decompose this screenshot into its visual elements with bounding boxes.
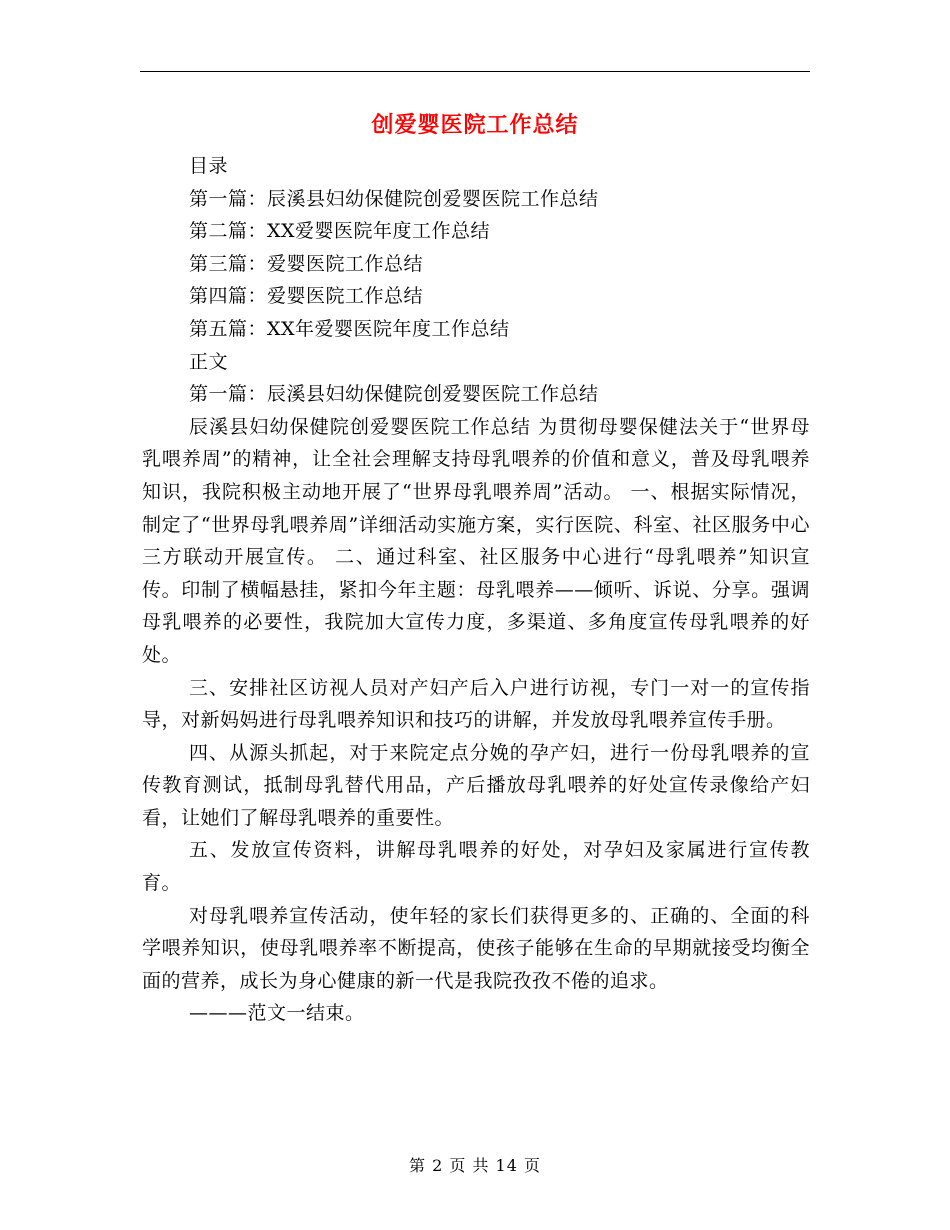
document-body xyxy=(142,150,810,1030)
body-paragraph: 对母乳喂养宣传活动，使年轻的家长们获得更多的、正确的、全面的科学喂养知识，使母乳喂养率不断提高，使孩子能够在生命的早期就接受均衡全面的营养，成长为身心健康的新一代是我院孜孜不倦的追求。 xyxy=(142,904,810,992)
body-paragraph: 三、安排社区访视人员对产妇产后入户进行访视，专门一对一的宣传指导，对新妈妈进行母乳喂养知识和技巧的讲解，并发放母乳喂养宣传手册。 xyxy=(142,676,810,732)
body-paragraph: 四、从源头抓起，对于来院定点分娩的孕产妇，进行一份母乳喂养的宣传教育测试，抵制母乳替代用品，产后播放母乳喂养的好处宣传录像给产妇看，让她们了解母乳喂养的重要性。 xyxy=(142,741,810,829)
end-marker: ———范文一结束。 xyxy=(189,1002,365,1025)
toc-item: 第一篇：辰溪县妇幼保健院创爱婴医院工作总结 xyxy=(189,187,599,210)
body-paragraph: 辰溪县妇幼保健院创爱婴医院工作总结 为贯彻母婴保健法关于“世界母乳喂养周”的精神，让全社会理解支持母乳喂养的价值和意义，普及母乳喂养知识，我院积极主动地开展了“世界母乳喂养周”活动。 一、根据实际情况，制定了“世界母乳喂养周”详细活动实施方案，实行医院、科室、社区服务中心三方联动开展宣传。 二、通过科室、社区服务中心进行“母乳喂养”知识宣传。印制了横幅悬挂，紧扣今年主题：母乳喂养——倾听、诉说、分享。强调母乳喂养的必要性，我院加大宣传力度，多渠道、多角度宣传母乳喂养的好处。 xyxy=(142,415,810,666)
toc-item: 第四篇：爱婴医院工作总结 xyxy=(189,285,424,308)
body-heading: 正文 xyxy=(189,350,229,373)
section-title: 第一篇：辰溪县妇幼保健院创爱婴医院工作总结 xyxy=(189,383,599,406)
toc-heading: 目录 xyxy=(189,155,229,177)
header-rule xyxy=(140,71,810,72)
document-title: 创爱婴医院工作总结 xyxy=(371,112,579,138)
toc-item: 第二篇：XX爱婴医院年度工作总结 xyxy=(189,220,491,243)
page-number-footer: 第 2 页 共 14 页 xyxy=(409,1156,541,1175)
toc-item: 第三篇：爱婴医院工作总结 xyxy=(189,252,424,275)
toc-item: 第五篇：XX年爱婴医院年度工作总结 xyxy=(189,317,510,340)
body-paragraph: 五、发放宣传资料，讲解母乳喂养的好处，对孕妇及家属进行宣传教育。 xyxy=(142,839,810,895)
